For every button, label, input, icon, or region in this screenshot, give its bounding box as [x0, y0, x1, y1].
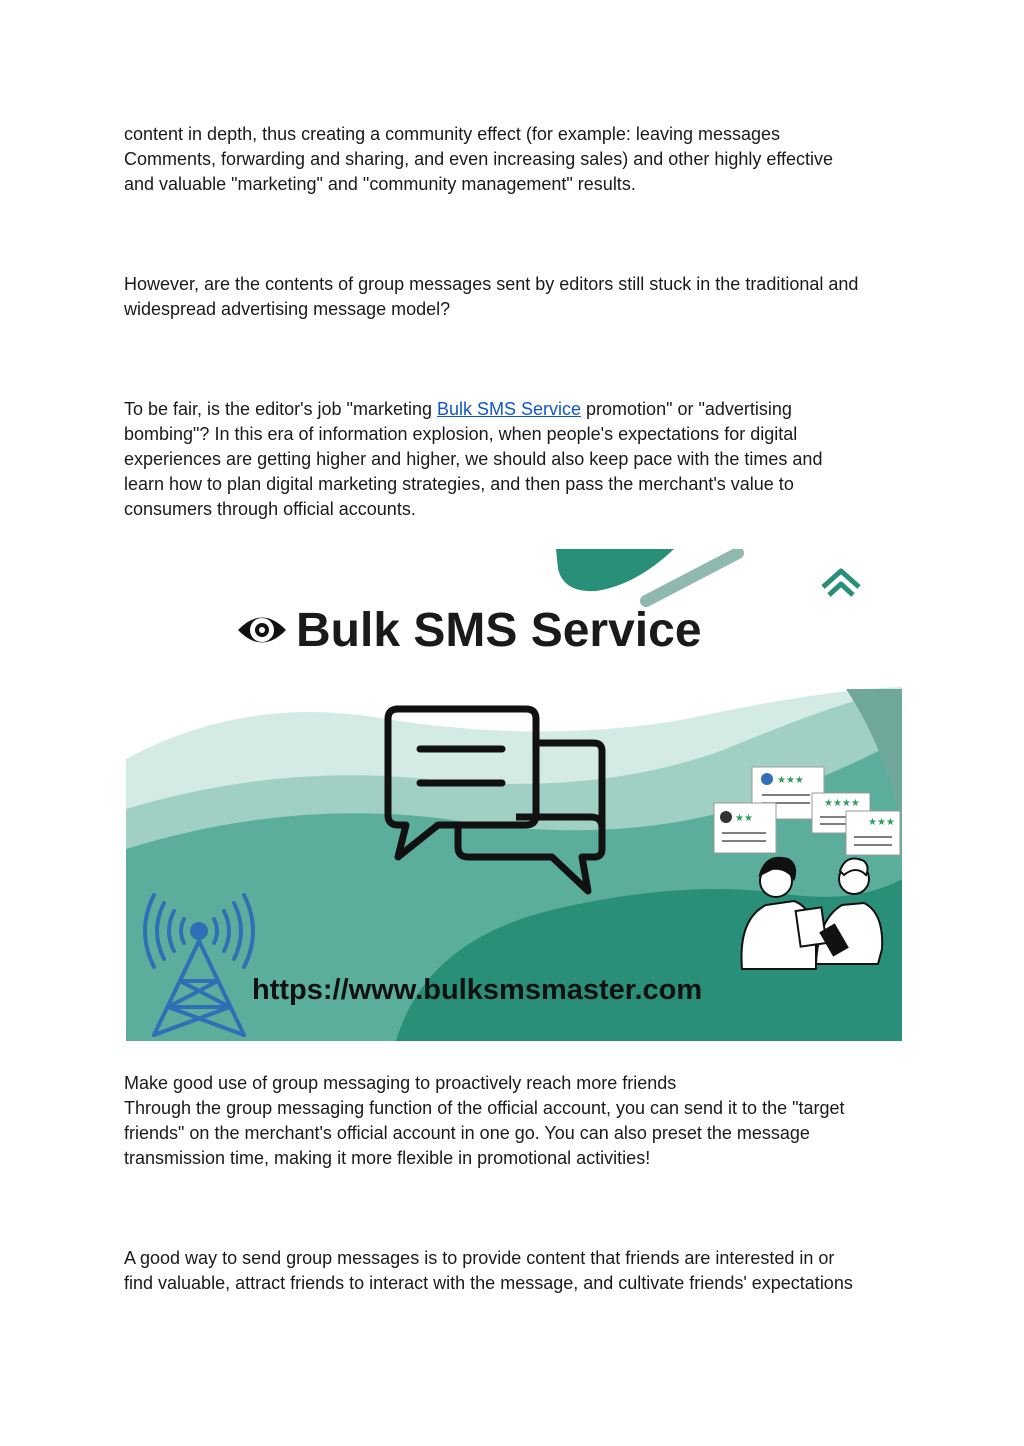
text-line: find valuable, attract friends to interact with the message, and cultivate friends' expectations [124, 1273, 853, 1293]
text-line: widespread advertising message model? [124, 299, 451, 319]
text-line: experiences are getting higher and higher, we should also keep pace with the times and [124, 449, 823, 469]
review-stars: ★★ [735, 813, 753, 824]
text-line: friends" on the merchant's official account in one go. You can also preset the message [124, 1123, 810, 1143]
text-line: transmission time, making it more flexible in promotional activities! [124, 1148, 651, 1168]
text-line: Through the group messaging function of the official account, you can send it to the "target [124, 1098, 845, 1118]
paragraph-good-way [124, 1246, 914, 1296]
text-line: bombing"? In this era of information explosion, when people's expectations for digital [124, 424, 798, 444]
review-card-icon [846, 811, 900, 855]
paragraph-editor-job [124, 397, 914, 522]
banner-url: https://www.bulksmsmaster.com [252, 974, 703, 1006]
text-line: consumers through official accounts. [124, 499, 416, 519]
text-segment: promotion" or "advertising [581, 399, 792, 419]
text-line [124, 397, 914, 422]
text-line: Make good use of group messaging to proactively reach more friends [124, 1073, 677, 1093]
review-stars: ★★★★ [824, 798, 860, 809]
review-stars: ★★★ [868, 817, 895, 828]
paragraph-group-messages-question [124, 272, 914, 322]
review-card-icon [714, 803, 776, 853]
banner-title: Bulk SMS Service [296, 604, 702, 657]
paragraph-community-effect [124, 122, 914, 197]
paragraph-group-messaging [124, 1071, 914, 1171]
review-stars: ★★★ [777, 775, 804, 786]
text-segment: To be fair, is the editor's job "marketing [124, 399, 437, 419]
text-line: learn how to plan digital marketing strategies, and then pass the merchant's value to [124, 474, 794, 494]
text-line: Comments, forwarding and sharing, and even increasing sales) and other highly effective [124, 149, 834, 169]
text-line: and valuable "marketing" and "community management" results. [124, 174, 636, 194]
bulk-sms-banner-image [126, 549, 902, 1041]
text-line: A good way to send group messages is to provide content that friends are interested in or [124, 1248, 835, 1268]
text-line: However, are the contents of group messages sent by editors still stuck in the traditional and [124, 274, 859, 294]
text-line: content in depth, thus creating a community effect (for example: leaving messages [124, 124, 781, 144]
bulk-sms-service-link[interactable]: Bulk SMS Service [436, 399, 582, 419]
